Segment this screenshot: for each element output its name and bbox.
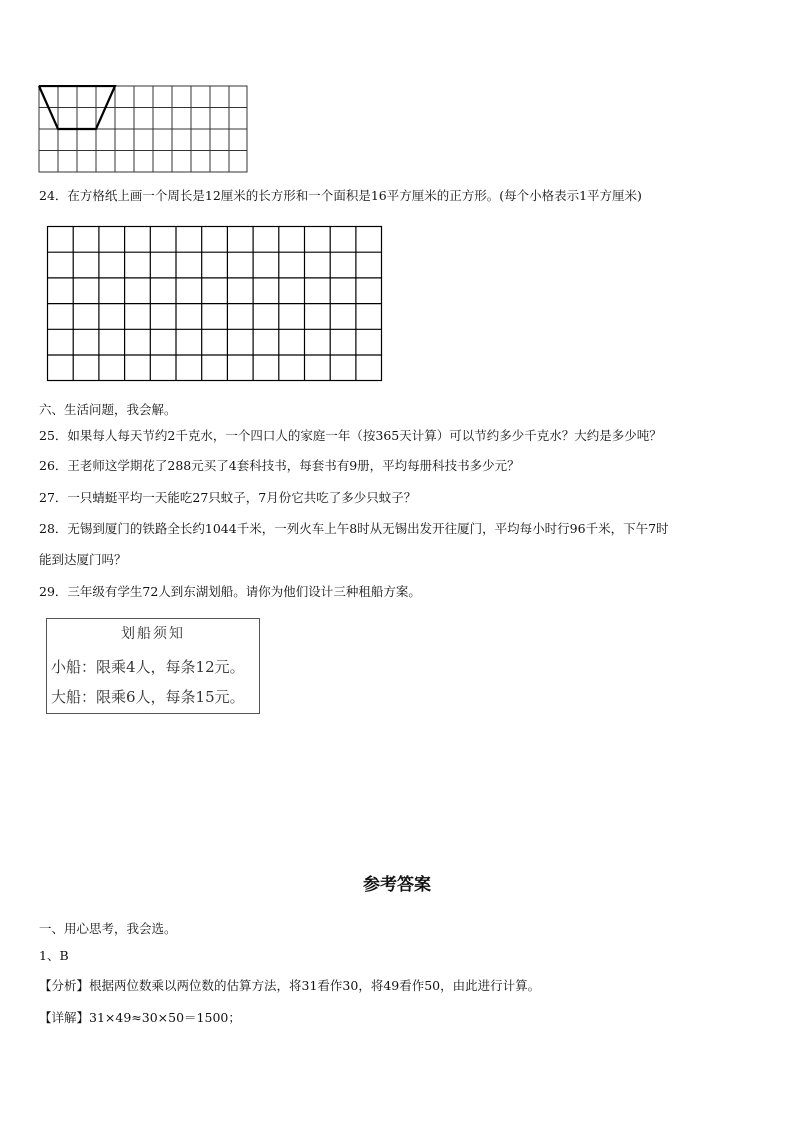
question-24: 24．在方格纸上画一个周长是12厘米的长方形和一个面积是16平方厘米的正方形。(每个小格表示1平方厘米) bbox=[39, 188, 642, 203]
notice-title: 划船须知 bbox=[121, 626, 185, 642]
notice-large-boat: 大船：限乘6人，每条15元。 bbox=[51, 688, 245, 706]
question-25: 25．如果每人每天节约2千克水，一个四口人的家庭一年（按365天计算）可以节约多少千克水？大约是多少吨？ bbox=[39, 428, 662, 443]
question-28-line2: 能到达厦门吗？ bbox=[39, 552, 127, 567]
answers-section-1: 一、用心思考，我会选。 bbox=[39, 921, 177, 936]
question-29: 29．三年级有学生72人到东湖划船。请你为他们设计三种租船方案。 bbox=[39, 584, 421, 599]
question-26: 26．王老师这学期花了288元买了4套科技书，每套书有9册，平均每册科技书多少元？ bbox=[39, 458, 520, 473]
trapezoid-grid bbox=[38, 85, 250, 175]
answer-analysis: 【分析】根据两位数乘以两位数的估算方法，将31看作30，将49看作50，由此进行计算。 bbox=[39, 978, 541, 993]
boating-notice bbox=[46, 618, 260, 714]
section-6-title: 六、生活问题，我会解。 bbox=[39, 402, 177, 417]
answer-item-1: 1、B bbox=[39, 948, 69, 963]
question-28-line1: 28．无锡到厦门的铁路全长约1044千米，一列火车上午8时从无锡出发开往厦门，平均每小时行96千米，下午7时 bbox=[39, 521, 669, 536]
question-27: 27．一只蜻蜓平均一天能吃27只蚊子，7月份它共吃了多少只蚊子？ bbox=[39, 490, 417, 505]
answer-detail: 【详解】31×49≈30×50＝1500； bbox=[39, 1010, 241, 1025]
square-grid bbox=[46, 225, 384, 383]
notice-small-boat: 小船：限乘4人，每条12元。 bbox=[51, 658, 245, 676]
answers-heading: 参考答案 bbox=[363, 875, 431, 895]
